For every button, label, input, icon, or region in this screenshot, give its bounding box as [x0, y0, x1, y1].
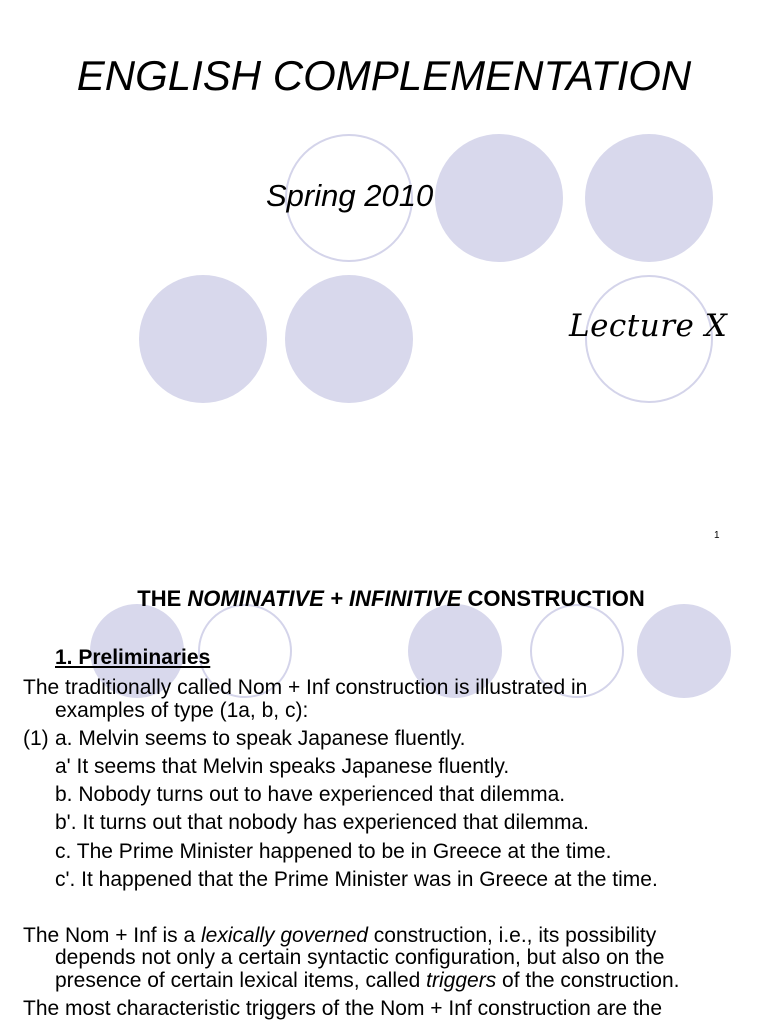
- para2-l3-post: of the construction.: [496, 969, 680, 992]
- example-b: b. Nobody turns out to have experienced that dilemma.: [55, 783, 566, 806]
- example-label: (1): [23, 727, 49, 750]
- lecture-label: Lecture X: [569, 308, 728, 344]
- example-c: c. The Prime Minister happened to be in Greece at the time.: [55, 840, 612, 863]
- slide-subtitle: Spring 2010: [266, 178, 434, 213]
- decorative-circle: [637, 604, 731, 698]
- page-number: 1: [714, 530, 720, 541]
- para2-l1-post: construction, i.e., its possibility: [367, 924, 657, 947]
- para2-l1-pre: The Nom + Inf is a: [23, 924, 201, 947]
- heading-post: CONSTRUCTION: [461, 586, 645, 611]
- content-slide: [0, 560, 768, 1024]
- heading-italic: NOMINATIVE + INFINITIVE: [187, 586, 462, 611]
- para3-line-1: The most characteristic triggers of the Nom + Inf construction are the: [23, 997, 663, 1020]
- heading-pre: THE: [137, 586, 188, 611]
- example-a: a. Melvin seems to speak Japanese fluently.: [55, 727, 466, 750]
- decorative-circle: [435, 134, 563, 262]
- decorative-circle: [585, 134, 713, 262]
- intro-line-2: examples of type (1a, b, c):: [55, 699, 309, 722]
- para2-l3-pre: presence of certain lexical items, called: [55, 969, 427, 992]
- section-title: 1. Preliminaries: [55, 646, 211, 669]
- decorative-circle: [285, 275, 413, 403]
- para2-l3-italic: triggers: [426, 969, 497, 992]
- example-b-prime: b'. It turns out that nobody has experienced that dilemma.: [55, 811, 589, 834]
- decorative-circle: [139, 275, 267, 403]
- para2-l1-italic: lexically governed: [201, 924, 368, 947]
- intro-line-1: The traditionally called Nom + Inf construction is illustrated in: [23, 676, 588, 699]
- para2-line-3: [55, 969, 679, 993]
- example-a-prime: a' It seems that Melvin speaks Japanese fluently.: [55, 755, 510, 778]
- example-c-prime: c'. It happened that the Prime Minister was in Greece at the time.: [55, 868, 658, 891]
- para2-line-2: depends not only a certain syntactic configuration, but also on the: [55, 946, 665, 969]
- slide-heading: [0, 586, 768, 612]
- slide-title: ENGLISH COMPLEMENTATION: [76, 52, 692, 99]
- para2-line-1: [23, 924, 656, 948]
